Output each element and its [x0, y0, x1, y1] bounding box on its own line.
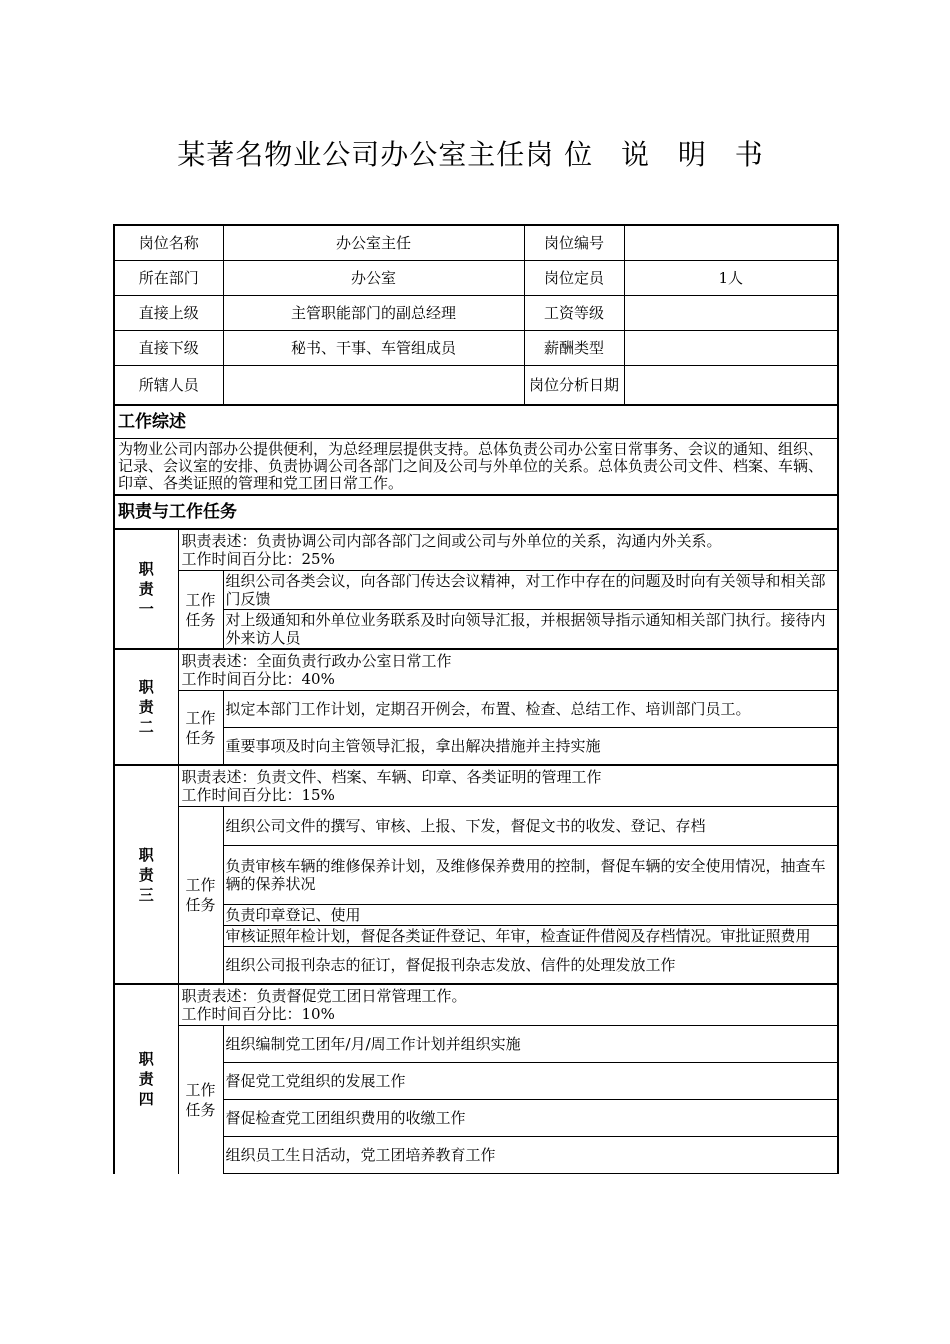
- post-name-label: 岗位名称: [114, 225, 223, 261]
- task-item: 组织员工生日活动，党工团培养教育工作: [223, 1137, 838, 1174]
- work-task-text: 工作任务: [185, 708, 216, 747]
- task-item: 审核证照年检计划，督促各类证件登记、年审，检查证件借阅及存档情况。审批证照费用: [223, 926, 838, 947]
- duty-desc-row: [114, 649, 838, 691]
- task-item: 对上级通知和外单位业务联系及时向领导汇报，并根据领导指示通知相关部门执行。接待内外来访人员: [223, 610, 838, 650]
- duties-heading-row: [114, 495, 838, 529]
- info-row: [114, 366, 838, 406]
- duty-description: [178, 765, 838, 807]
- duty-label: [114, 649, 178, 765]
- summary-heading-row: [114, 405, 838, 439]
- duty-description: [178, 529, 838, 571]
- duty-pct: 工作时间百分比：15%: [181, 786, 335, 804]
- task-row: [114, 610, 838, 650]
- duty-name: 职责四: [138, 1050, 154, 1109]
- work-task-label: [178, 571, 223, 650]
- work-task-text: 工作任务: [185, 876, 216, 914]
- task-item: 督促检查党工团组织费用的收缴工作: [223, 1100, 838, 1137]
- duty-desc-text: 职责表述：负责督促党工团日常管理工作。: [181, 987, 467, 1005]
- analysis-value: [624, 366, 838, 406]
- duty-label: [114, 984, 178, 1174]
- task-row: [114, 807, 838, 846]
- staff-value: [223, 366, 524, 406]
- duty-label: [114, 529, 178, 649]
- post-no-label: 岗位编号: [524, 225, 624, 261]
- task-item: 组织公司文件的撰写、审核、上报、下发，督促文书的收发、登记、存档: [223, 807, 838, 846]
- task-row: [114, 571, 838, 610]
- task-row: [114, 1026, 838, 1063]
- grade-value: [624, 296, 838, 331]
- task-row: [114, 691, 838, 728]
- info-row: [114, 261, 838, 296]
- task-row: [114, 1063, 838, 1100]
- task-row: [114, 1137, 838, 1174]
- work-task-label: [178, 1026, 223, 1174]
- work-task-text: 工作任务: [185, 590, 216, 629]
- staff-label: 所辖人员: [114, 366, 223, 406]
- superior-value: 主管职能部门的副总经理: [223, 296, 524, 331]
- job-description-form: [113, 224, 835, 1174]
- task-row: [114, 926, 838, 947]
- duty-desc-row: [114, 984, 838, 1026]
- task-item: 负责印章登记、使用: [223, 905, 838, 926]
- subordinate-value: 秘书、干事、车管组成员: [223, 331, 524, 366]
- duty-pct: 工作时间百分比：40%: [181, 670, 335, 688]
- dept-label: 所在部门: [114, 261, 223, 296]
- post-name-value: 办公室主任: [223, 225, 524, 261]
- duty-pct: 工作时间百分比：10%: [181, 1005, 335, 1023]
- pay-label: 薪酬类型: [524, 331, 624, 366]
- duty-desc-text: 职责表述：全面负责行政办公室日常工作: [181, 652, 452, 670]
- duty-desc-text: 职责表述：负责文件、档案、车辆、印章、各类证明的管理工作: [181, 768, 602, 786]
- task-item: 重要事项及时向主管领导汇报，拿出解决措施并主持实施: [223, 728, 838, 766]
- post-no-value: [624, 225, 838, 261]
- task-item: 拟定本部门工作计划，定期召开例会，布置、检查、总结工作、培训部门员工。: [223, 691, 838, 728]
- work-task-label: [178, 807, 223, 985]
- duties-heading: 职责与工作任务: [114, 495, 838, 529]
- dept-value: 办公室: [223, 261, 524, 296]
- task-item: 组织公司各类会议，向各部门传达会议精神，对工作中存在的问题及时向有关领导和相关部门反馈: [223, 571, 838, 610]
- duty-name: 职责三: [138, 845, 154, 904]
- analysis-label: 岗位分析日期: [524, 366, 624, 406]
- subordinate-label: 直接下级: [114, 331, 223, 366]
- task-row: [114, 905, 838, 926]
- summary-text: 为物业公司内部办公提供便利，为总经理层提供支持。总体负责公司办公室日常事务、会议的通知、组织、记录、会议室的安排、负责协调公司各部门之间及公司与外单位的关系。总体负责公司文件、档案、车辆、印章、各类证照的管理和党工团日常工作。: [114, 439, 838, 496]
- duty-description: [178, 984, 838, 1026]
- task-row: [114, 728, 838, 766]
- duty-description: [178, 649, 838, 691]
- info-row: [114, 331, 838, 366]
- duty-desc-row: [114, 529, 838, 571]
- duty-desc-text: 职责表述：负责协调公司内部各部门之间或公司与外单位的关系，沟通内外关系。: [181, 532, 722, 550]
- task-item: 组织编制党工团年/月/周工作计划并组织实施: [223, 1026, 838, 1063]
- quota-value: 1人: [624, 261, 838, 296]
- title-tail: 位 说 明 书: [564, 138, 773, 171]
- task-item: 督促党工党组织的发展工作: [223, 1063, 838, 1100]
- duty-name: 职责一: [138, 560, 154, 618]
- duty-pct: 工作时间百分比：25%: [181, 550, 335, 568]
- task-row: [114, 1100, 838, 1137]
- work-task-text: 工作任务: [185, 1080, 216, 1119]
- task-item: 负责审核车辆的维修保养计划，及维修保养费用的控制，督促车辆的安全使用情况，抽查车辆的保养状况: [223, 846, 838, 905]
- summary-heading: 工作综述: [114, 405, 838, 439]
- quota-label: 岗位定员: [524, 261, 624, 296]
- pay-value: [624, 331, 838, 366]
- task-row: [114, 846, 838, 905]
- grade-label: 工资等级: [524, 296, 624, 331]
- task-item: 组织公司报刊杂志的征订，督促报刊杂志发放、信件的处理发放工作: [223, 947, 838, 985]
- title-main: 某著名物业公司办公室主任岗: [177, 138, 555, 171]
- duty-label: [114, 765, 178, 984]
- summary-row: [114, 439, 838, 496]
- job-table: [113, 224, 839, 1174]
- task-row: [114, 947, 838, 985]
- info-row: [114, 225, 838, 261]
- superior-label: 直接上级: [114, 296, 223, 331]
- info-row: [114, 296, 838, 331]
- page-title: [0, 133, 950, 173]
- work-task-label: [178, 691, 223, 766]
- duty-desc-row: [114, 765, 838, 807]
- duty-name: 职责二: [138, 678, 154, 736]
